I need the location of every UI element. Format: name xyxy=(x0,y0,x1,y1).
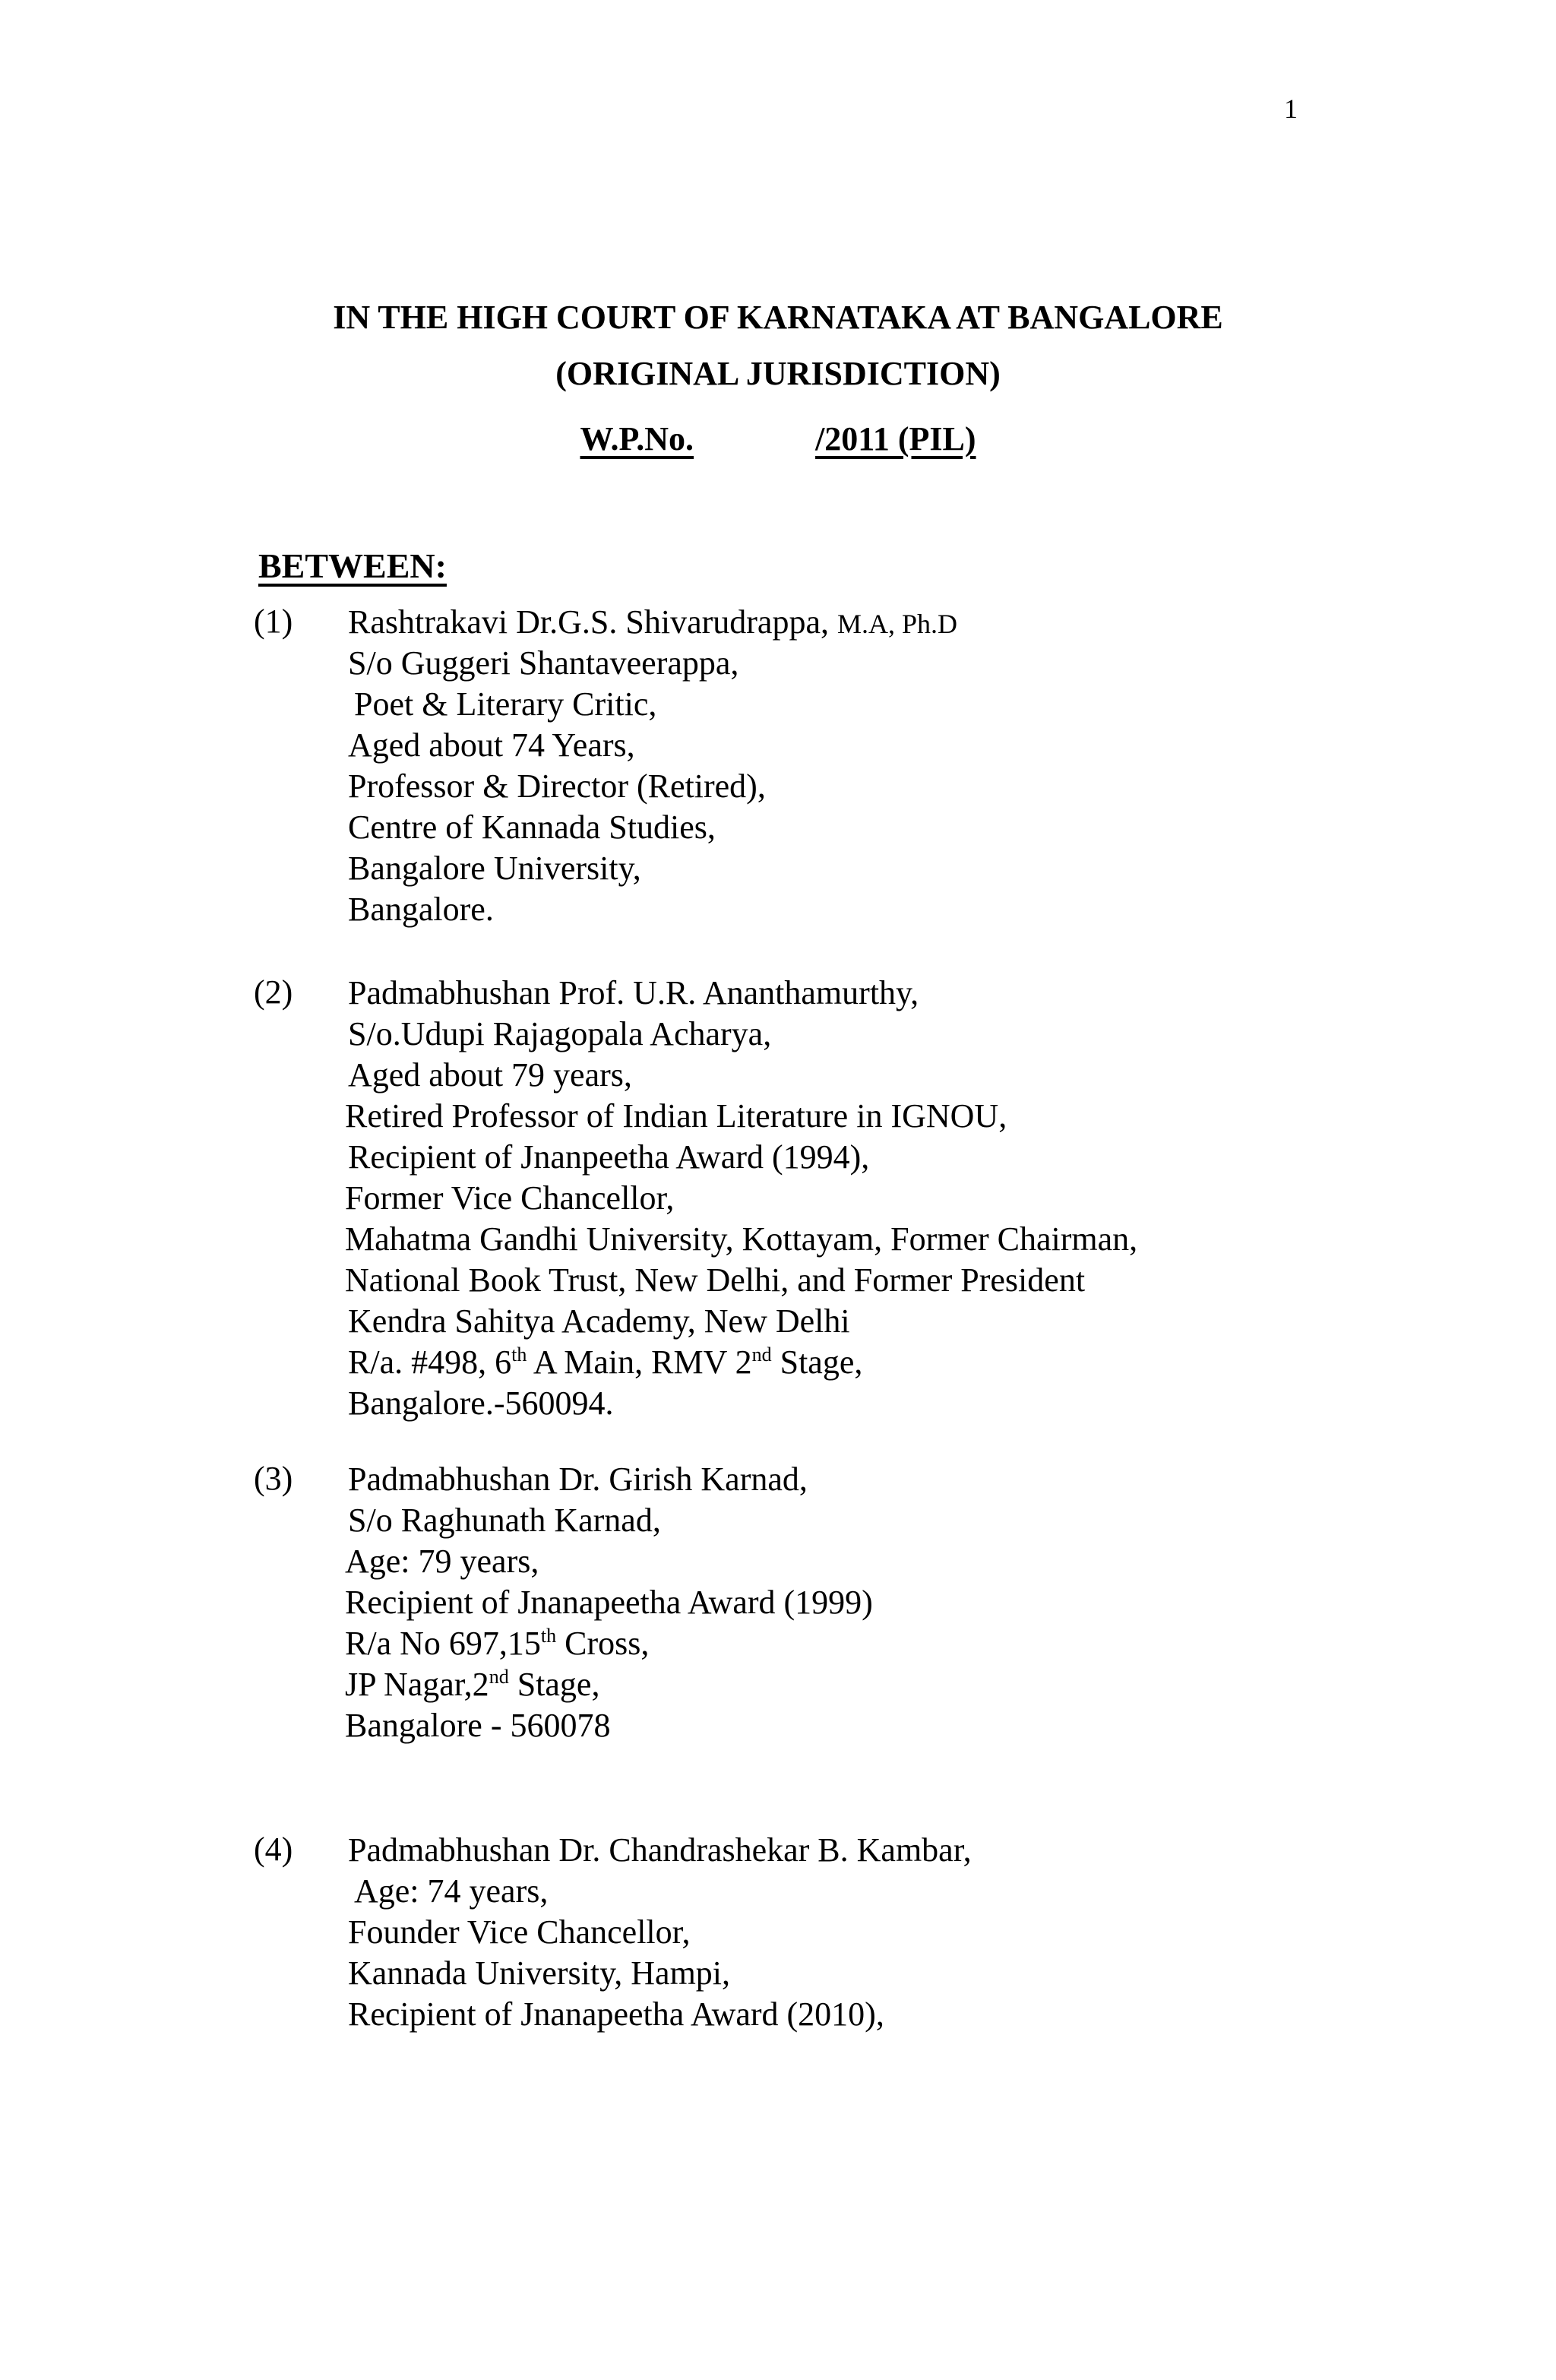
jurisdiction-title: (ORIGINAL JURISDICTION) xyxy=(555,355,1001,392)
party-line: Recipient of Jnanapeetha Award (1999) xyxy=(345,1584,873,1621)
between-label: BETWEEN: xyxy=(258,546,447,585)
address-text: JP Nagar,2 xyxy=(345,1666,489,1703)
address-text: Cross, xyxy=(556,1625,650,1662)
party-line: Kannada University, Hampi, xyxy=(348,1954,731,1992)
party-line: Bangalore. xyxy=(348,891,494,928)
address-text: A Main, RMV 2 xyxy=(527,1343,752,1381)
party-line: Bangalore - 560078 xyxy=(345,1707,611,1744)
party-line: Aged about 79 years, xyxy=(348,1056,632,1093)
address-text: Stage, xyxy=(508,1666,600,1703)
party-number: (3) xyxy=(254,1460,293,1497)
party-line: Bangalore.-560094. xyxy=(348,1385,614,1422)
party-line: Age: 74 years, xyxy=(354,1872,549,1910)
party-address xyxy=(345,1623,873,1664)
case-number-prefix: W.P.No. xyxy=(580,420,694,457)
address-ordinal: nd xyxy=(489,1666,509,1688)
party-line: Professor & Director (Retired), xyxy=(348,767,766,805)
address-text: Stage, xyxy=(771,1343,863,1381)
party-line: Bangalore University, xyxy=(348,850,641,887)
party-line: S/o.Udupi Rajagopala Acharya, xyxy=(348,1015,772,1052)
address-ordinal: th xyxy=(540,1625,557,1647)
party-line: S/o Guggeri Shantaveerappa, xyxy=(348,644,739,682)
party-line: Age: 79 years, xyxy=(345,1543,539,1580)
case-number-suffix: /2011 (PIL) xyxy=(815,420,976,457)
party-line: S/o Raghunath Karnad, xyxy=(348,1502,661,1539)
party-line: Recipient of Jnanapeetha Award (2010), xyxy=(348,1995,884,2033)
party-line: National Book Trust, New Delhi, and Former President xyxy=(345,1261,1086,1299)
party-line: Former Vice Chancellor, xyxy=(345,1179,675,1217)
party-line: Mahatma Gandhi University, Kottayam, Former Chairman, xyxy=(345,1220,1138,1258)
court-title: IN THE HIGH COURT OF KARNATAKA AT BANGALORE xyxy=(333,299,1223,336)
party-line: Recipient of Jnanpeetha Award (1994), xyxy=(348,1138,870,1176)
party-details xyxy=(345,1459,873,1746)
party-name xyxy=(348,602,957,643)
address-ordinal: th xyxy=(511,1343,527,1366)
party-line: Padmabhushan Prof. U.R. Ananthamurthy, xyxy=(348,974,919,1011)
address-text: R/a. #498, 6 xyxy=(348,1343,512,1381)
party-line: Centre of Kannada Studies, xyxy=(348,809,716,846)
page-number: 1 xyxy=(1284,93,1298,124)
party-name-main: Rashtrakavi Dr.G.S. Shivarudrappa, xyxy=(348,603,837,641)
party-degree: M.A, Ph.D xyxy=(837,609,958,639)
party-number: (4) xyxy=(254,1831,293,1868)
case-number-blank xyxy=(694,419,815,458)
address-ordinal: nd xyxy=(751,1343,772,1366)
party-line: Padmabhushan Dr. Chandrashekar B. Kambar, xyxy=(348,1831,972,1869)
party-address xyxy=(348,1342,1137,1383)
party-details xyxy=(348,602,957,930)
party-number: (2) xyxy=(254,973,293,1011)
party-line: Poet & Literary Critic, xyxy=(354,685,657,723)
party-number: (1) xyxy=(254,603,293,640)
party-details xyxy=(348,1830,972,2035)
party-details xyxy=(345,973,1138,1424)
address-text: R/a No 697,15 xyxy=(345,1625,541,1662)
party-line: Retired Professor of Indian Literature in IGNOU, xyxy=(345,1097,1007,1135)
party-line: Aged about 74 Years, xyxy=(348,726,635,764)
party-line: Founder Vice Chancellor, xyxy=(348,1913,691,1951)
case-number xyxy=(0,419,1556,458)
party-line: Kendra Sahitya Academy, New Delhi xyxy=(348,1302,850,1340)
party-address xyxy=(345,1664,873,1705)
party-line: Padmabhushan Dr. Girish Karnad, xyxy=(348,1461,808,1498)
